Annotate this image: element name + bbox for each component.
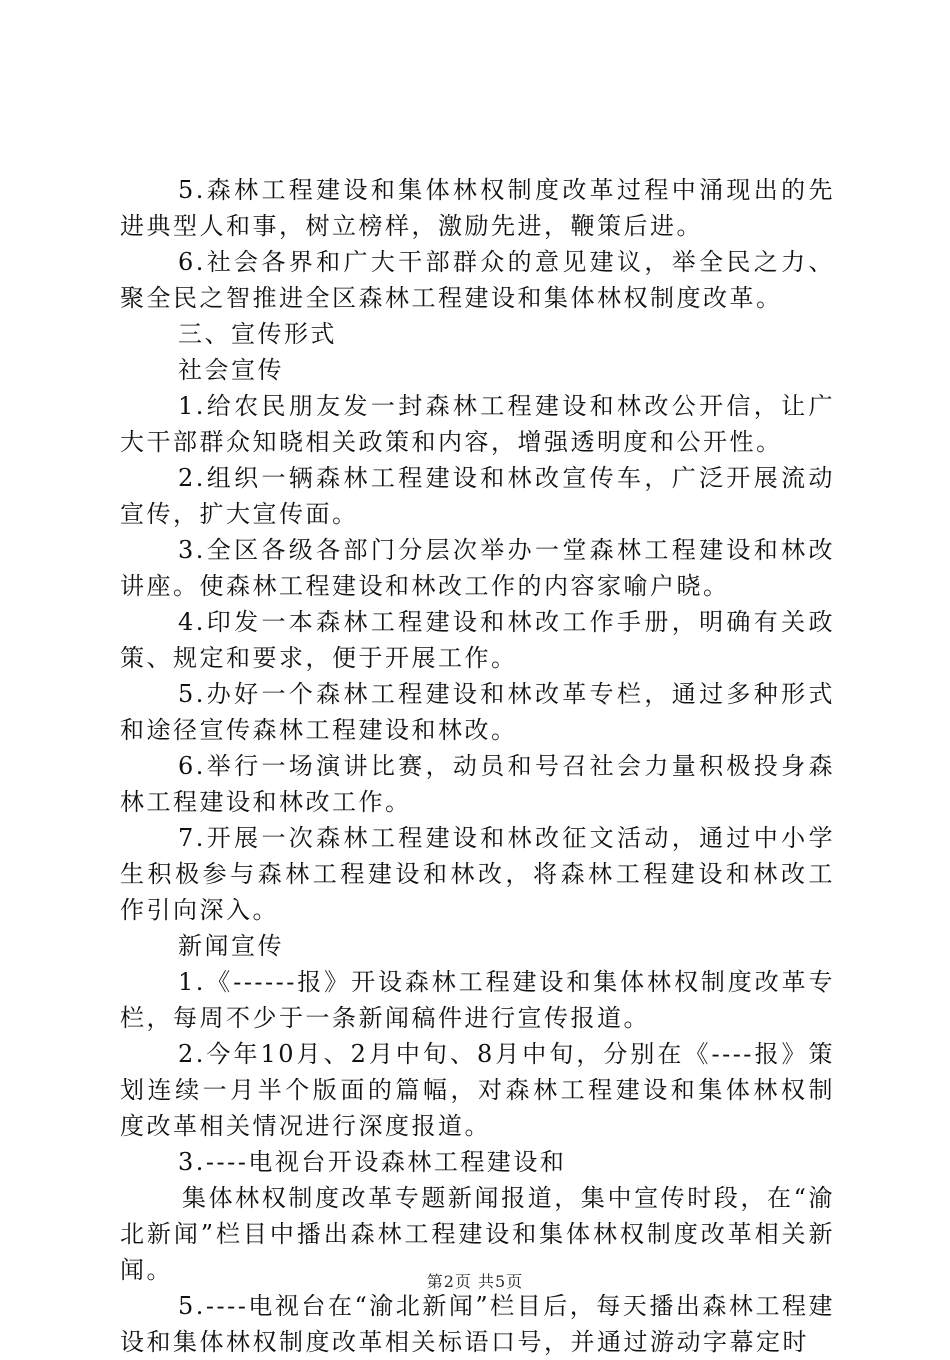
paragraph-social-2: 2.组织一辆森林工程建设和林改宣传车，广泛开展流动宣传，扩大宣传面。: [120, 464, 835, 528]
section-heading-publicity-forms: 三、宣传形式: [178, 320, 337, 348]
paragraph-social-1: 1.给农民朋友发一封森林工程建设和林改公开信，让广大干部群众知晓相关政策和内容，增强透明度和公开性。: [120, 392, 835, 456]
subheading-news-publicity: 新闻宣传: [178, 932, 284, 960]
paragraph-social-7: 7.开展一次森林工程建设和林改征文活动，通过中小学生积极参与森林工程建设和林改，将森林工程建设和林改工作引向深入。: [120, 824, 835, 924]
paragraph-news-5: 5.----电视台在“渝北新闻”栏目后，每天播出森林工程建设和集体林权制度改革相关标语口号，并通过游动字幕定时: [120, 1292, 835, 1356]
page-footer: 第2页 共5页: [426, 1272, 524, 1291]
paragraph-news-2: 2.今年10月、2月中旬、8月中旬，分别在《----报》策划连续一月半个版面的篇幅，对森林工程建设和集体林权制度改革相关情况进行深度报道。: [120, 1040, 835, 1140]
paragraph-item-6-suggestions: 6.社会各界和广大干部群众的意见建议，举全民之力、聚全民之智推进全区森林工程建设和集体林权制度改革。: [120, 248, 835, 312]
paragraph-social-6: 6.举行一场演讲比赛，动员和号召社会力量积极投身森林工程建设和林改工作。: [120, 752, 835, 816]
paragraph-social-3: 3.全区各级各部门分层次举办一堂森林工程建设和林改讲座。使森林工程建设和林改工作的内容家喻户晓。: [120, 536, 835, 600]
subheading-social-publicity: 社会宣传: [178, 356, 284, 384]
paragraph-item-5-typical: 5.森林工程建设和集体林权制度改革过程中涌现出的先进典型人和事，树立榜样，激励先进，鞭策后进。: [120, 176, 835, 240]
paragraph-social-4: 4.印发一本森林工程建设和林改工作手册，明确有关政策、规定和要求，便于开展工作。: [120, 608, 835, 672]
paragraph-news-1: 1.《------报》开设森林工程建设和集体林权制度改革专栏，每周不少于一条新闻稿件进行宣传报道。: [120, 968, 835, 1032]
paragraph-social-5: 5.办好一个森林工程建设和林改革专栏，通过多种形式和途径宣传森林工程建设和林改。: [120, 680, 835, 744]
paragraph-news-3-continued: 集体林权制度改革专题新闻报道，集中宣传时段，在“渝北新闻”栏目中播出森林工程建设和集体林权制度改革相关新闻。: [120, 1184, 835, 1284]
document-body: [120, 172, 835, 1360]
paragraph-news-3: 3.----电视台开设森林工程建设和: [178, 1148, 567, 1176]
